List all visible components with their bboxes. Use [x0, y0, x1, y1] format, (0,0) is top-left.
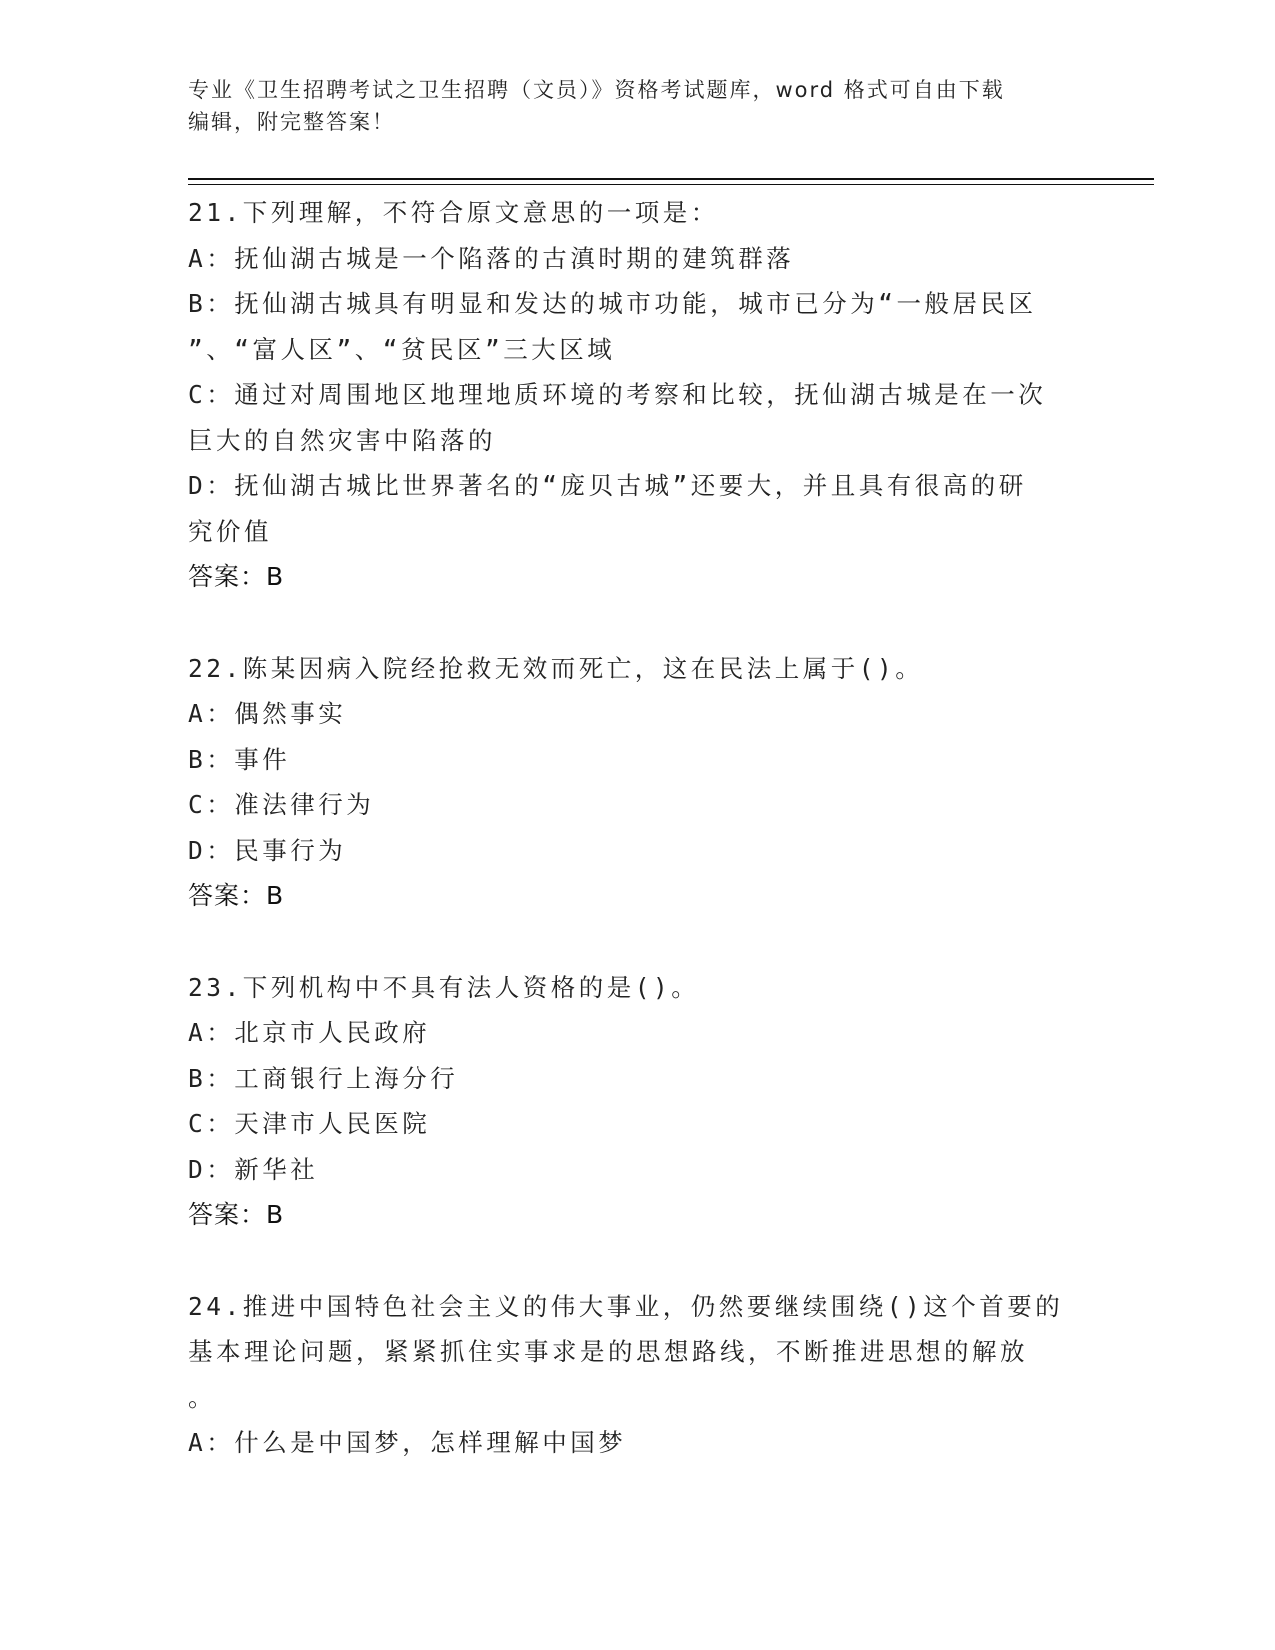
option-a: A：什么是中国梦，怎样理解中国梦: [188, 1428, 627, 1457]
option-a: A：偶然事实: [188, 699, 347, 728]
answer-label: 答案：B: [188, 881, 285, 910]
header-line-2: 编辑，附完整答案！: [188, 110, 395, 134]
document-header: [188, 74, 1088, 138]
question-24: [188, 1284, 1088, 1466]
option-c: C：通过对周围地区地理地质环境的考察和比较，抚仙湖古城是在一次: [188, 380, 1047, 409]
option-d: D：新华社: [188, 1154, 319, 1184]
option-d: D：民事行为: [188, 835, 347, 865]
question-stem: 23.下列机构中不具有法人资格的是()。: [188, 972, 700, 1002]
option-c-continued: 巨大的自然灾害中陷落的: [188, 425, 496, 455]
option-d: D：抚仙湖古城比世界著名的“庞贝古城”还要大，并且具有很高的研: [188, 471, 1027, 500]
header-divider-thin: [188, 184, 1154, 185]
option-b: B：工商银行上海分行: [188, 1063, 459, 1093]
question-22: [188, 646, 1088, 919]
question-stem: 22.陈某因病入院经抢救无效而死亡，这在民法上属于()。: [188, 653, 924, 683]
question-23: [188, 965, 1088, 1238]
option-a: A：北京市人民政府: [188, 1018, 431, 1047]
question-stem-end: 。: [188, 1382, 216, 1412]
option-b-continued: ”、“富人区”、“贫民区”三大区域: [188, 334, 616, 364]
option-a: A：抚仙湖古城是一个陷落的古滇时期的建筑群落: [188, 243, 795, 273]
question-stem-continued: 基本理论问题，紧紧抓住实事求是的思想路线，不断推进思想的解放: [188, 1337, 1028, 1366]
header-divider-thick: [188, 178, 1154, 180]
header-line-1: 专业《卫生招聘考试之卫生招聘（文员）》资格考试题库，word 格式可自由下载: [188, 78, 1005, 102]
question-stem: 21.下列理解，不符合原文意思的一项是：: [188, 198, 719, 227]
question-21: [188, 190, 1088, 600]
option-c: C：天津市人民医院: [188, 1109, 431, 1138]
option-d-continued: 究价值: [188, 516, 272, 546]
question-list: [188, 190, 1088, 1512]
answer-label: 答案：B: [188, 1200, 285, 1229]
option-b: B：抚仙湖古城具有明显和发达的城市功能，城市已分为“一般居民区: [188, 289, 1037, 318]
question-stem: 24.推进中国特色社会主义的伟大事业，仍然要继续围绕()这个首要的: [188, 1291, 1064, 1321]
option-c: C：准法律行为: [188, 790, 375, 819]
option-b: B：事件: [188, 744, 291, 774]
answer-label: 答案：B: [188, 562, 285, 591]
